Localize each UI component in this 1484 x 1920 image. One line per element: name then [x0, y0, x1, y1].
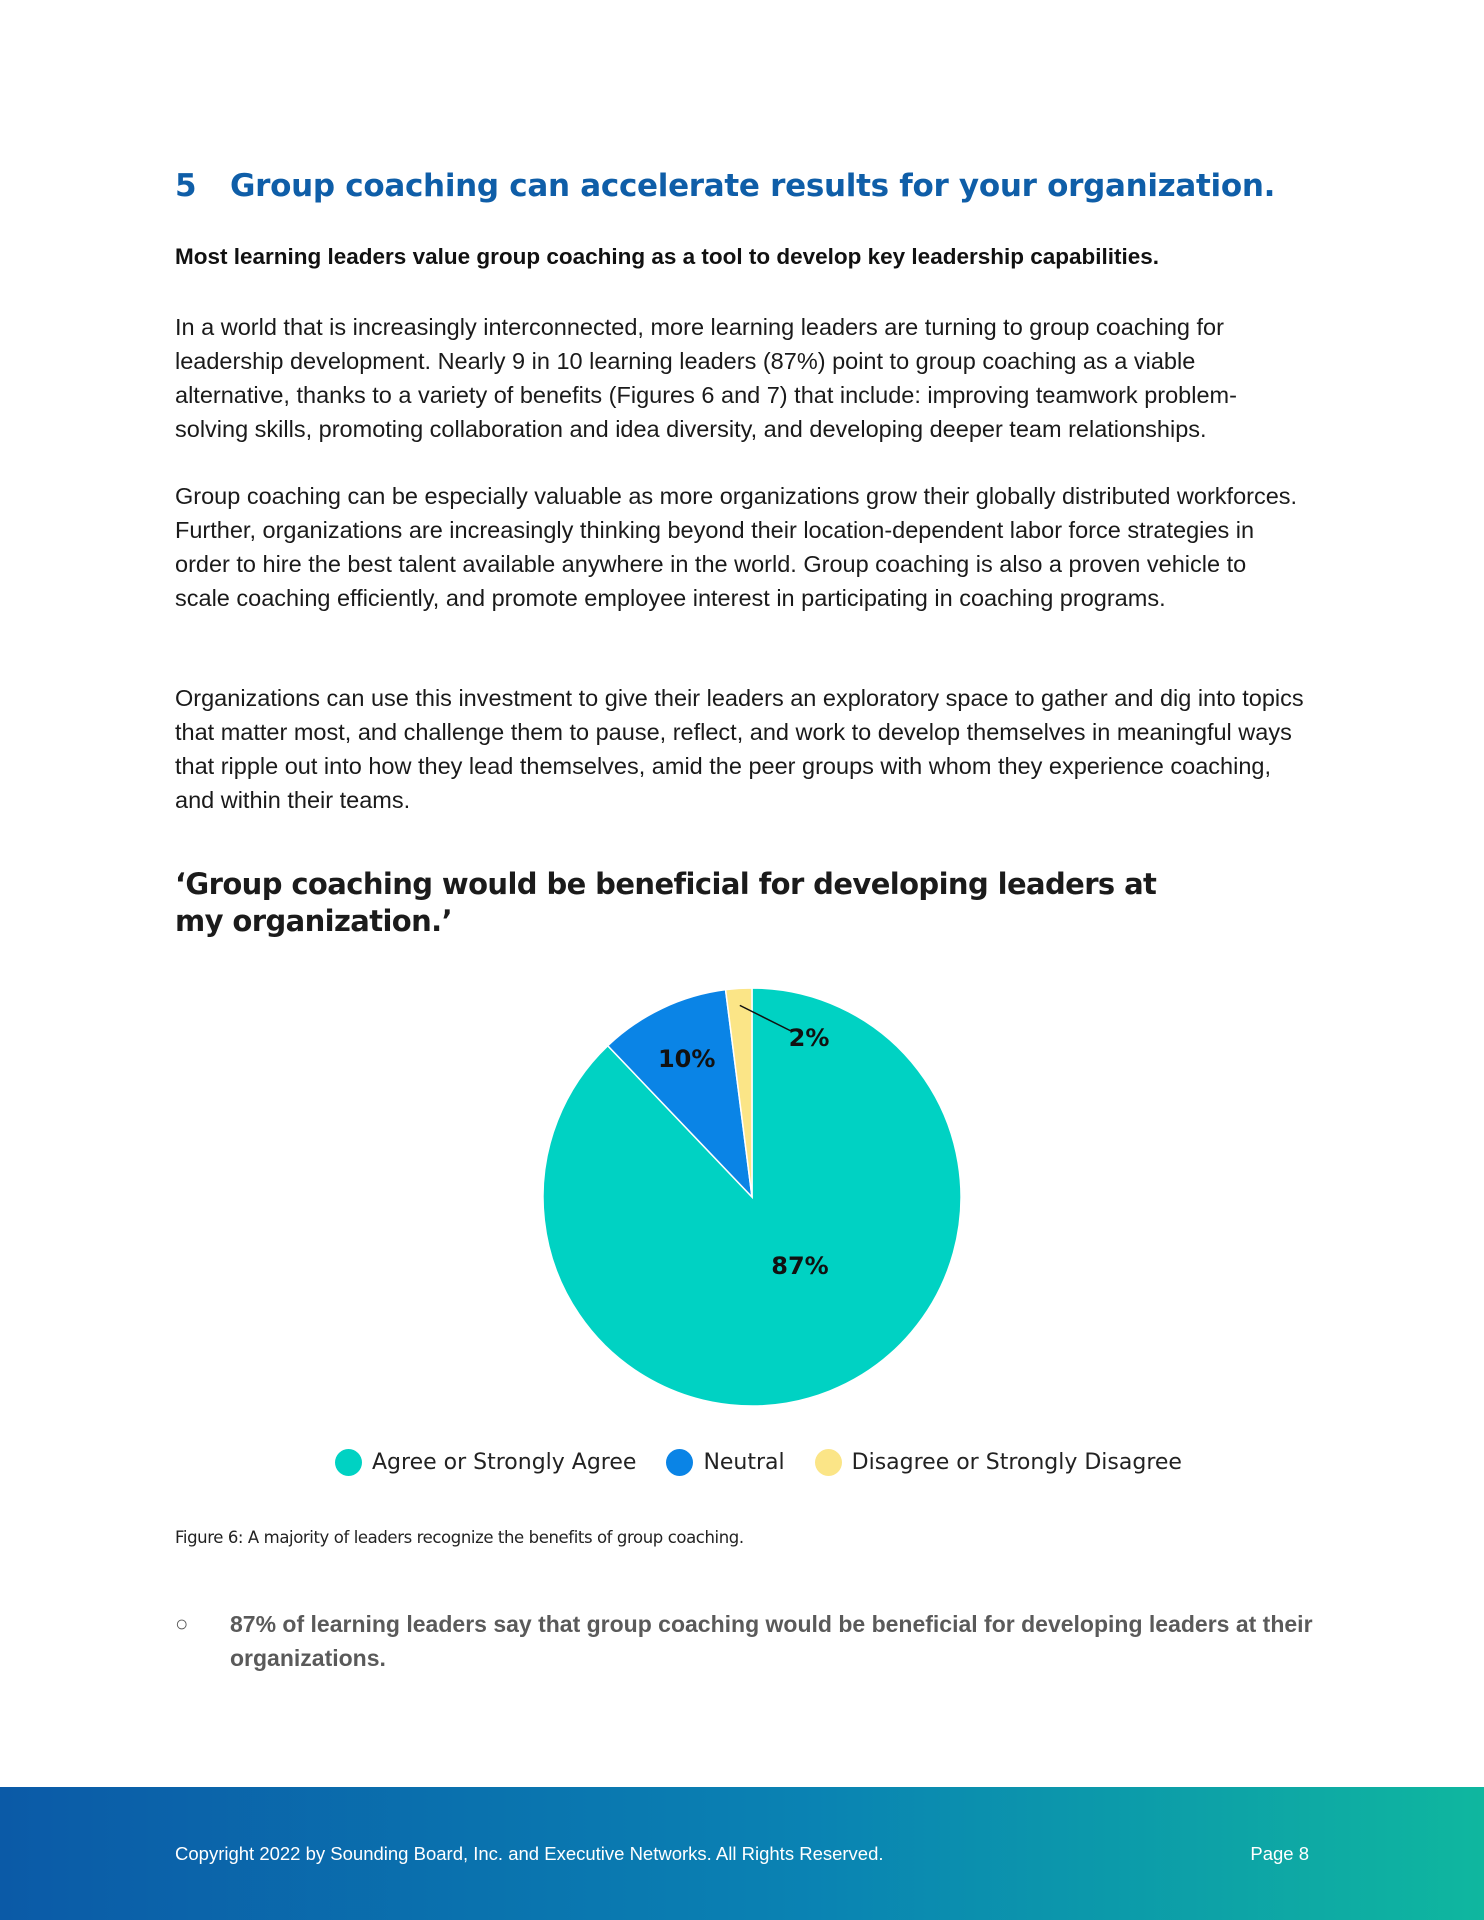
section-heading [175, 168, 1325, 204]
footer-copyright: Copyright 2022 by Sounding Board, Inc. and Executive Networks. All Rights Reserved. [175, 1843, 884, 1864]
pie-label-neutral: 10% [657, 1044, 716, 1073]
legend-swatch-disagree [815, 1449, 842, 1476]
section-title: Group coaching can accelerate results for your organization. [230, 168, 1276, 204]
chart-title: ‘Group coaching would be beneficial for developing leaders at my organization.’ [175, 867, 1157, 938]
legend-item-neutral [666, 1449, 784, 1476]
legend-item-disagree [815, 1449, 1182, 1476]
page-number: Page 8 [1250, 1843, 1309, 1864]
figure-caption: Figure 6: A majority of leaders recognize the benefits of group coaching. [175, 1528, 744, 1547]
section-number: 5 [175, 168, 197, 204]
bullet-point [175, 1607, 1315, 1675]
legend-item-agree [335, 1449, 636, 1476]
bullet-text: 87% of learning leaders say that group coaching would be beneficial for developing leaders at their organizations. [230, 1611, 1313, 1671]
pie-label-agree: 87% [771, 1252, 829, 1280]
paragraph-1: In a world that is increasingly interconnected, more learning leaders are turning to group coaching for leadership development. Nearly 9 in 10 learning leaders (87%) point to group coaching as a viable alternative, thanks to a variety of benefits (Figures 6 and 7) that include: improving teamwork problem-solving skills, promoting collaboration and idea diversity, and developing deeper team relationships. [175, 314, 1237, 442]
paragraph-2: Group coaching can be especially valuable as more organizations grow their globally distributed workforces. Further, organizations are increasingly thinking beyond their location-dependent labor force strategies in order to hire the best talent available anywhere in the world. Group coaching is also a proven vehicle to scale coaching efficiently, and promote employee interest in participating in coaching programs. [175, 483, 1298, 611]
legend-swatch-agree [335, 1449, 362, 1476]
legend-label-disagree: Disagree or Strongly Disagree [851, 1449, 1182, 1475]
bullet-marker-icon: ○ [175, 1611, 189, 1636]
paragraph-3: Organizations can use this investment to give their leaders an exploratory space to gather and dig into topics that matter most, and challenge them to pause, reflect, and work to develop themselves in meaningful ways that ripple out into how they lead themselves, amid the peer groups with whom they experience coaching, and within their teams. [175, 685, 1304, 813]
pie-chart [495, 970, 1095, 1430]
lead-sentence: Most learning leaders value group coaching as a tool to develop key leadership capabilities. [175, 244, 1160, 269]
legend-label-agree: Agree or Strongly Agree [372, 1449, 637, 1475]
legend-label-neutral: Neutral [703, 1449, 785, 1475]
legend-swatch-neutral [666, 1449, 693, 1476]
pie-label-disagree: 2% [788, 1024, 830, 1052]
chart-legend [335, 1445, 1235, 1479]
page-footer [0, 1787, 1484, 1920]
